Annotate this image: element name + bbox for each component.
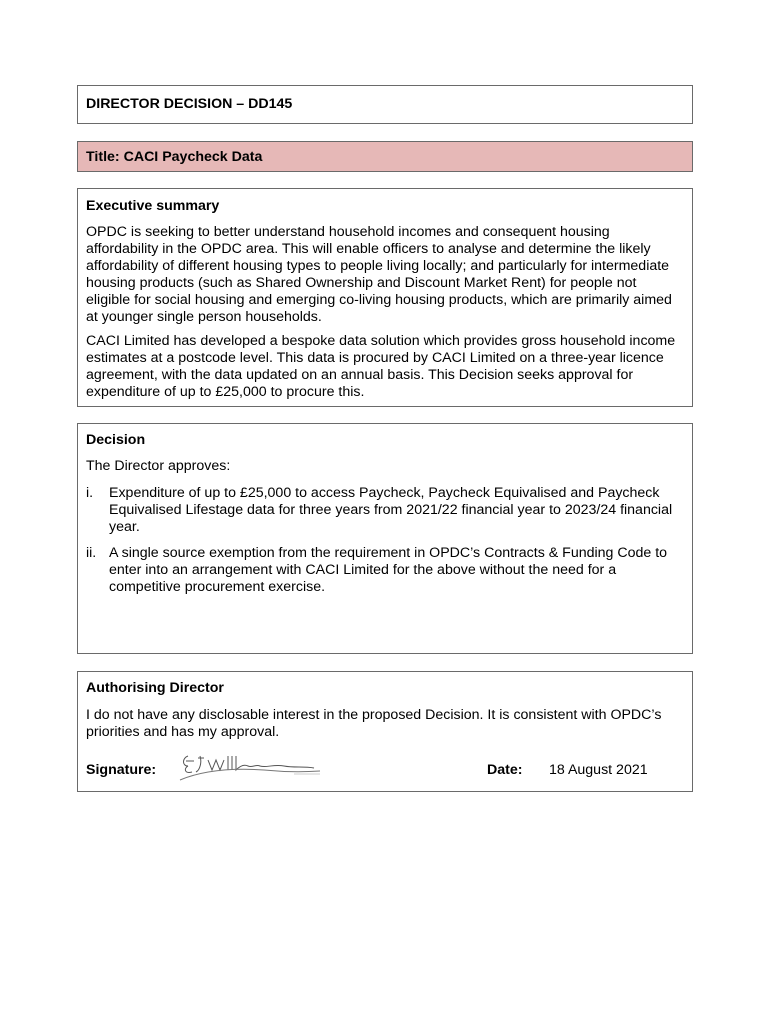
decision-item <box>86 545 684 596</box>
date-label: Date: <box>487 762 523 778</box>
authorising-statement: I do not have any disclosable interest in the proposed Decision. It is consistent with OPDC’s priorities and has my approval. <box>86 707 662 740</box>
decision-item-text: Expenditure of up to £25,000 to access Paycheck, Paycheck Equivalised and Paycheck Equivalised Lifestage data for three years from 2021/22 financial year to 2023/24 financial year. <box>109 485 673 535</box>
decision-intro: The Director approves: <box>86 458 231 474</box>
decision-item-number: ii. <box>86 545 97 561</box>
authorising-heading: Authorising Director <box>86 680 224 696</box>
title-text: Title: CACI Paycheck Data <box>86 149 263 165</box>
decision-box <box>77 423 693 654</box>
title-bar <box>77 141 693 172</box>
signature-image <box>174 750 324 786</box>
signature-label: Signature: <box>86 762 157 778</box>
executive-summary-paragraph-1: OPDC is seeking to better understand household incomes and consequent housing affordability in the OPDC area. This will enable officers to analyse and determine the likely affordability of different housing types to people living locally; and particularly for intermediate housing products (such as Shared Ownership and Discount Market Rent) for people not eligible for social housing and emerging co-living housing products, which are primarily aimed at younger single person households. <box>86 224 672 325</box>
authorising-director-box <box>77 671 693 792</box>
decision-item <box>86 485 684 536</box>
decision-item-number: i. <box>86 485 94 501</box>
decision-item-text: A single source exemption from the requirement in OPDC’s Contracts & Funding Code to enter into an arrangement with CACI Limited for the above without the need for a competitive procurement exercise. <box>109 545 668 595</box>
decision-header-box <box>77 85 693 124</box>
decision-header-title: DIRECTOR DECISION – DD145 <box>86 96 293 112</box>
executive-summary-box <box>77 188 693 407</box>
decision-heading: Decision <box>86 432 146 448</box>
executive-summary-paragraph-2: CACI Limited has developed a bespoke data solution which provides gross household income estimates at a postcode level. This data is procured by CACI Limited on a three-year licence agreement, with the data updated on an annual basis. This Decision seeks approval for expenditure of up to £25,000 to procure this. <box>86 333 676 400</box>
executive-summary-heading: Executive summary <box>86 198 220 214</box>
date-value: 18 August 2021 <box>549 762 648 778</box>
